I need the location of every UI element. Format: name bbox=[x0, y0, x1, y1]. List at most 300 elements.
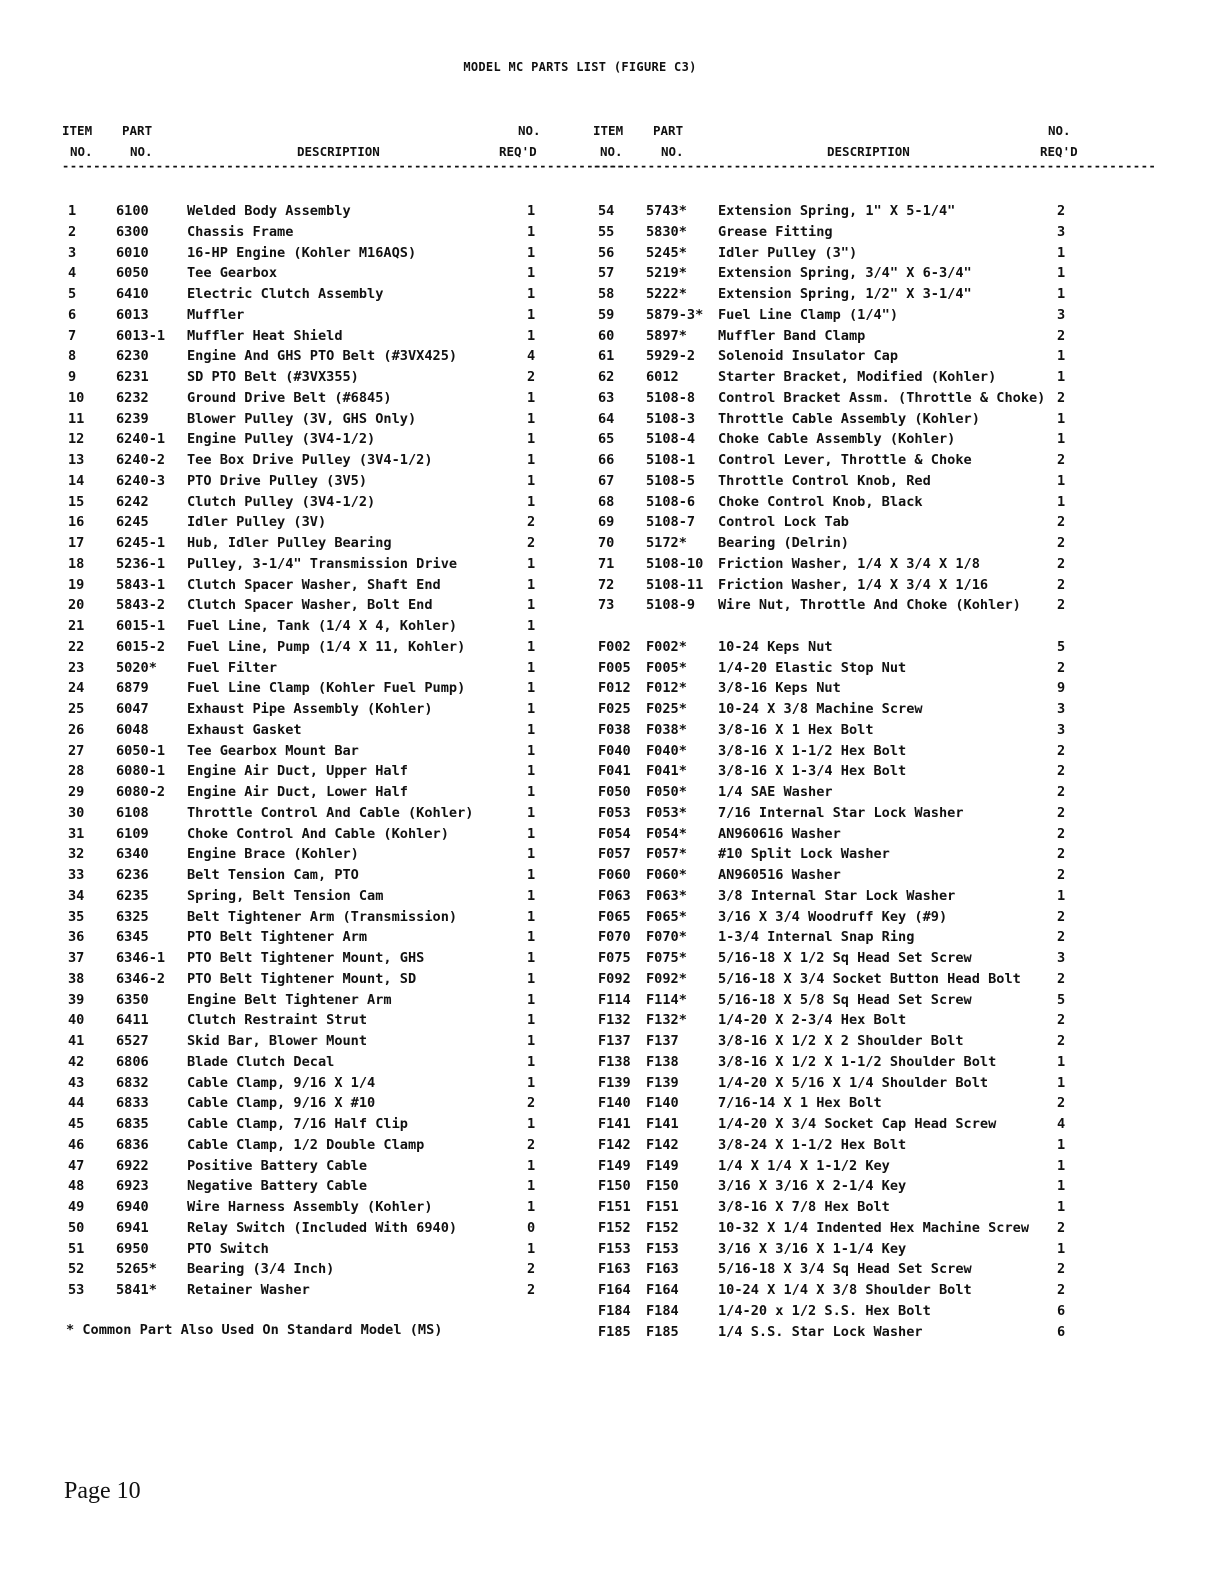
quantity-required: 2 bbox=[527, 1261, 536, 1278]
item-number: 57 bbox=[598, 265, 615, 282]
part-number: 5897* bbox=[646, 327, 687, 344]
part-description: AN960616 Washer bbox=[718, 825, 841, 842]
quantity-required: 1 bbox=[1057, 1136, 1066, 1153]
quantity-required: 1 bbox=[1057, 887, 1066, 904]
item-number: 70 bbox=[598, 535, 615, 551]
part-number: 6832 bbox=[116, 1074, 149, 1091]
table-row bbox=[0, 1052, 1225, 1073]
part-number: 6242 bbox=[116, 493, 149, 510]
quantity-required: 1 bbox=[527, 638, 536, 655]
part-description: Pulley, 3-1/4" Transmission Drive bbox=[187, 555, 458, 572]
quantity-required: 1 bbox=[527, 1157, 536, 1174]
part-description: Solenoid Insulator Cap bbox=[718, 348, 899, 365]
part-number: F075* bbox=[646, 950, 687, 966]
part-description: 7/16-14 X 1 Hex Bolt bbox=[718, 1095, 882, 1112]
part-description: Skid Bar, Blower Mount bbox=[187, 1033, 368, 1049]
quantity-required: 3 bbox=[1057, 721, 1066, 738]
item-number: F075 bbox=[598, 950, 631, 966]
item-number: 41 bbox=[68, 1033, 85, 1049]
part-number: 5236-1 bbox=[116, 555, 166, 572]
item-number: 27 bbox=[68, 742, 85, 759]
part-number: 6050 bbox=[116, 265, 149, 282]
part-number: 5245* bbox=[646, 244, 687, 261]
part-description: 10-24 Keps Nut bbox=[718, 638, 833, 655]
item-number: 64 bbox=[598, 410, 615, 427]
item-number: 34 bbox=[68, 887, 85, 904]
quantity-required: 1 bbox=[1057, 1157, 1066, 1174]
item-number: 69 bbox=[598, 514, 615, 531]
part-description: Ground Drive Belt (#6845) bbox=[187, 389, 392, 406]
table-row bbox=[0, 1093, 1225, 1114]
part-number: F065* bbox=[646, 908, 687, 925]
part-description: Exhaust Pipe Assembly (Kohler) bbox=[187, 701, 433, 717]
part-description: 10-32 X 1/4 Indented Hex Machine Screw bbox=[718, 1219, 1029, 1236]
quantity-required: 1 bbox=[527, 721, 536, 738]
part-number: 6836 bbox=[116, 1136, 149, 1153]
part-description: Throttle Control And Cable (Kohler) bbox=[187, 804, 474, 821]
part-description: Cable Clamp, 1/2 Double Clamp bbox=[187, 1136, 425, 1153]
description-header: DESCRIPTION bbox=[827, 144, 910, 159]
part-number: 6015-1 bbox=[116, 618, 166, 634]
part-number: 6350 bbox=[116, 991, 149, 1008]
quantity-required: 4 bbox=[1057, 1116, 1066, 1132]
item-number: F038 bbox=[598, 721, 631, 738]
item-number: 35 bbox=[68, 908, 85, 925]
part-number: 5108-10 bbox=[646, 555, 704, 572]
quantity-required: 2 bbox=[1057, 203, 1066, 219]
part-description: Friction Washer, 1/4 X 3/4 X 1/8 bbox=[718, 555, 980, 572]
right-parts-table bbox=[0, 201, 1225, 1342]
part-number: F063* bbox=[646, 887, 687, 904]
item-number: 7 bbox=[68, 327, 77, 344]
part-number: 5108-11 bbox=[646, 576, 704, 593]
table-row bbox=[0, 1197, 1225, 1218]
table-row bbox=[0, 1218, 1225, 1239]
part-description: Fuel Line Clamp (1/4") bbox=[718, 306, 899, 323]
part-number: 6833 bbox=[116, 1095, 149, 1112]
quantity-required: 1 bbox=[527, 410, 536, 427]
item-number: F050 bbox=[598, 784, 631, 800]
part-description: Wire Nut, Throttle And Choke (Kohler) bbox=[718, 597, 1021, 614]
quantity-required: 1 bbox=[1057, 1178, 1066, 1195]
part-number: 6048 bbox=[116, 721, 149, 738]
item-number: 50 bbox=[68, 1219, 85, 1236]
quantity-required: 2 bbox=[527, 369, 536, 385]
part-number: 5172* bbox=[646, 535, 687, 551]
item-number: 3 bbox=[68, 244, 77, 261]
table-row bbox=[0, 782, 1225, 803]
item-number: 25 bbox=[68, 701, 85, 717]
quantity-required: 1 bbox=[527, 327, 536, 344]
quantity-required: 3 bbox=[1057, 701, 1066, 717]
part-description: Clutch Spacer Washer, Shaft End bbox=[187, 576, 441, 593]
item-number: F040 bbox=[598, 742, 631, 759]
quantity-required: 2 bbox=[1057, 970, 1066, 987]
part-number: 6346-1 bbox=[116, 950, 166, 966]
part-number: 6015-2 bbox=[116, 638, 166, 655]
quantity-required: 1 bbox=[527, 701, 536, 717]
quantity-required: 5 bbox=[1057, 991, 1066, 1008]
part-description: Belt Tightener Arm (Transmission) bbox=[187, 908, 458, 925]
quantity-required: 1 bbox=[527, 887, 536, 904]
part-number: 6231 bbox=[116, 369, 149, 385]
item-number: F151 bbox=[598, 1199, 631, 1215]
part-description: 5/16-18 X 5/8 Sq Head Set Screw bbox=[718, 991, 972, 1008]
part-description: Retainer Washer bbox=[187, 1282, 310, 1298]
part-description: 10-24 X 1/4 X 3/8 Shoulder Bolt bbox=[718, 1282, 972, 1298]
part-number: F005* bbox=[646, 659, 687, 676]
item-number: F054 bbox=[598, 825, 631, 842]
part-number: F151 bbox=[646, 1199, 679, 1215]
quantity-required: 1 bbox=[527, 763, 536, 780]
part-number: 5222* bbox=[646, 286, 687, 302]
quantity-required: 1 bbox=[1057, 348, 1066, 365]
quantity-required: 1 bbox=[1057, 1053, 1066, 1070]
quantity-required: 1 bbox=[527, 286, 536, 302]
table-row bbox=[0, 595, 1225, 616]
table-row bbox=[0, 803, 1225, 824]
table-row bbox=[0, 409, 1225, 430]
part-description: Idler Pulley (3") bbox=[718, 244, 858, 261]
item-number: 46 bbox=[68, 1136, 85, 1153]
item-number: 22 bbox=[68, 638, 85, 655]
part-description: 7/16 Internal Star Lock Washer bbox=[718, 804, 964, 821]
quantity-required: 2 bbox=[1057, 452, 1066, 468]
item-number: 59 bbox=[598, 306, 615, 323]
part-description: 3/8-16 X 7/8 Hex Bolt bbox=[718, 1199, 890, 1215]
part-description: Engine Air Duct, Lower Half bbox=[187, 784, 408, 800]
part-number: 6879 bbox=[116, 680, 149, 697]
part-description: 1/4 S.S. Star Lock Washer bbox=[718, 1323, 923, 1340]
item-no-header: NO. bbox=[600, 144, 623, 159]
item-number: 18 bbox=[68, 555, 85, 572]
part-number: F185 bbox=[646, 1323, 679, 1340]
table-row bbox=[0, 969, 1225, 990]
quantity-required: 1 bbox=[1057, 410, 1066, 427]
part-description: 3/8-16 X 1-3/4 Hex Bolt bbox=[718, 763, 907, 780]
quantity-required: 6 bbox=[1057, 1302, 1066, 1319]
part-number: 6236 bbox=[116, 867, 149, 883]
quantity-required: 2 bbox=[1057, 659, 1066, 676]
quantity-required: 2 bbox=[527, 1136, 536, 1153]
item-number: 68 bbox=[598, 493, 615, 510]
part-description: Extension Spring, 1" X 5-1/4" bbox=[718, 203, 956, 219]
part-description: Cable Clamp, 7/16 Half Clip bbox=[187, 1116, 408, 1132]
table-row bbox=[0, 284, 1225, 305]
item-number: F140 bbox=[598, 1095, 631, 1112]
item-number: F063 bbox=[598, 887, 631, 904]
part-number: F142 bbox=[646, 1136, 679, 1153]
item-number: 28 bbox=[68, 763, 85, 780]
table-row bbox=[0, 367, 1225, 388]
part-description: Choke Control And Cable (Kohler) bbox=[187, 825, 449, 842]
table-row bbox=[0, 907, 1225, 928]
part-number: 5843-1 bbox=[116, 576, 166, 593]
part-description: Engine Air Duct, Upper Half bbox=[187, 763, 408, 780]
part-description: Tee Box Drive Pulley (3V4-1/2) bbox=[187, 452, 433, 468]
quantity-required: 1 bbox=[527, 1074, 536, 1091]
part-description: Fuel Line, Pump (1/4 X 11, Kohler) bbox=[187, 638, 466, 655]
part-number: F057* bbox=[646, 846, 687, 863]
item-number: F025 bbox=[598, 701, 631, 717]
item-number: 48 bbox=[68, 1178, 85, 1195]
item-number: F142 bbox=[598, 1136, 631, 1153]
table-row bbox=[0, 1239, 1225, 1260]
part-number: 6013-1 bbox=[116, 327, 166, 344]
quantity-required: 2 bbox=[1057, 1219, 1066, 1236]
page-number: Page 10 bbox=[64, 1478, 141, 1504]
part-description: Choke Cable Assembly (Kohler) bbox=[718, 431, 956, 448]
part-description: Belt Tension Cam, PTO bbox=[187, 867, 359, 883]
quantity-required: 2 bbox=[1057, 389, 1066, 406]
quantity-required: 2 bbox=[1057, 555, 1066, 572]
table-row bbox=[0, 533, 1225, 554]
part-number: 6240-2 bbox=[116, 452, 166, 468]
part-description: Clutch Restraint Strut bbox=[187, 1012, 368, 1029]
part-number: 5743* bbox=[646, 203, 687, 219]
quantity-required: 1 bbox=[527, 950, 536, 966]
item-number: 51 bbox=[68, 1240, 85, 1257]
part-description: Relay Switch (Included With 6940) bbox=[187, 1219, 458, 1236]
table-row bbox=[0, 824, 1225, 845]
quantity-required: 1 bbox=[527, 784, 536, 800]
part-number: 6047 bbox=[116, 701, 149, 717]
part-number: 6527 bbox=[116, 1033, 149, 1049]
part-number: F053* bbox=[646, 804, 687, 821]
table-row bbox=[0, 388, 1225, 409]
part-description: 1/4 SAE Washer bbox=[718, 784, 833, 800]
part-description: 3/8-16 X 1 Hex Bolt bbox=[718, 721, 874, 738]
part-number: 6340 bbox=[116, 846, 149, 863]
quantity-required: 1 bbox=[527, 203, 536, 219]
part-number: F184 bbox=[646, 1302, 679, 1319]
part-number: F025* bbox=[646, 701, 687, 717]
quantity-required: 1 bbox=[1057, 431, 1066, 448]
quantity-required: 1 bbox=[527, 908, 536, 925]
part-description: Fuel Filter bbox=[187, 659, 278, 676]
part-description: PTO Belt Tightener Mount, GHS bbox=[187, 950, 425, 966]
part-number: 5841* bbox=[116, 1282, 157, 1298]
part-header: PART bbox=[122, 123, 153, 138]
quantity-required: 1 bbox=[527, 846, 536, 863]
part-number: 6239 bbox=[116, 410, 149, 427]
part-number: F054* bbox=[646, 825, 687, 842]
quantity-required: 1 bbox=[527, 597, 536, 614]
item-number: 71 bbox=[598, 555, 615, 572]
part-description: 1/4 X 1/4 X 1-1/2 Key bbox=[718, 1157, 890, 1174]
part-description: Control Lock Tab bbox=[718, 514, 849, 531]
part-number: 6080-2 bbox=[116, 784, 166, 800]
part-number: 6235 bbox=[116, 887, 149, 904]
part-description: Friction Washer, 1/4 X 3/4 X 1/16 bbox=[718, 576, 989, 593]
part-number: 6240-3 bbox=[116, 472, 166, 489]
part-description: 3/8-16 Keps Nut bbox=[718, 680, 841, 697]
part-description: Welded Body Assembly bbox=[187, 203, 351, 219]
table-row bbox=[0, 948, 1225, 969]
table-row bbox=[0, 471, 1225, 492]
table-row bbox=[0, 1031, 1225, 1052]
item-header: ITEM bbox=[62, 123, 93, 138]
qty-header: NO. bbox=[518, 123, 541, 138]
quantity-required: 1 bbox=[527, 1199, 536, 1215]
table-row bbox=[0, 554, 1225, 575]
item-number: 32 bbox=[68, 846, 85, 863]
item-number: 6 bbox=[68, 306, 77, 323]
item-number: 62 bbox=[598, 369, 615, 385]
table-row bbox=[0, 1010, 1225, 1031]
table-row bbox=[0, 263, 1225, 284]
quantity-required: 1 bbox=[527, 265, 536, 282]
part-description: Extension Spring, 3/4" X 6-3/4" bbox=[718, 265, 972, 282]
table-row bbox=[0, 222, 1225, 243]
table-row bbox=[0, 492, 1225, 513]
quantity-required: 3 bbox=[1057, 950, 1066, 966]
quantity-required: 2 bbox=[1057, 1261, 1066, 1278]
quantity-required: 2 bbox=[1057, 514, 1066, 531]
part-number: 6346-2 bbox=[116, 970, 166, 987]
item-number: F150 bbox=[598, 1178, 631, 1195]
item-number: F114 bbox=[598, 991, 631, 1008]
item-number: 72 bbox=[598, 576, 615, 593]
quantity-required: 4 bbox=[527, 348, 536, 365]
item-number: 26 bbox=[68, 721, 85, 738]
part-number: 6245 bbox=[116, 514, 149, 531]
part-number: 6100 bbox=[116, 203, 149, 219]
item-number: 60 bbox=[598, 327, 615, 344]
table-row bbox=[0, 1259, 1225, 1280]
item-number: 19 bbox=[68, 576, 85, 593]
part-description: Idler Pulley (3V) bbox=[187, 514, 327, 531]
item-number: 67 bbox=[598, 472, 615, 489]
part-number: 6013 bbox=[116, 306, 149, 323]
description-header: DESCRIPTION bbox=[297, 144, 380, 159]
part-description: Clutch Pulley (3V4-1/2) bbox=[187, 493, 376, 510]
part-number: F132* bbox=[646, 1012, 687, 1029]
part-number: 6950 bbox=[116, 1240, 149, 1257]
item-number: 20 bbox=[68, 597, 85, 614]
item-number: 44 bbox=[68, 1095, 85, 1112]
quantity-required: 1 bbox=[1057, 244, 1066, 261]
item-header: ITEM bbox=[593, 123, 624, 138]
quantity-required: 2 bbox=[527, 535, 536, 551]
item-number: 24 bbox=[68, 680, 85, 697]
part-number: F153 bbox=[646, 1240, 679, 1257]
item-number: F141 bbox=[598, 1116, 631, 1132]
item-number: F138 bbox=[598, 1053, 631, 1070]
item-number: F163 bbox=[598, 1261, 631, 1278]
item-number: F149 bbox=[598, 1157, 631, 1174]
quantity-required: 1 bbox=[527, 223, 536, 240]
quantity-required: 2 bbox=[1057, 908, 1066, 925]
part-description: Fuel Line Clamp (Kohler Fuel Pump) bbox=[187, 680, 466, 697]
part-description: Hub, Idler Pulley Bearing bbox=[187, 535, 392, 551]
quantity-required: 9 bbox=[1057, 680, 1066, 697]
part-description: SD PTO Belt (#3VX355) bbox=[187, 369, 359, 385]
part-number: 5108-7 bbox=[646, 514, 696, 531]
item-number: F060 bbox=[598, 867, 631, 883]
quantity-required: 1 bbox=[527, 742, 536, 759]
quantity-required: 1 bbox=[527, 472, 536, 489]
quantity-required: 1 bbox=[527, 991, 536, 1008]
item-number: F012 bbox=[598, 680, 631, 697]
quantity-required: 1 bbox=[527, 576, 536, 593]
quantity-required: 1 bbox=[1057, 1240, 1066, 1257]
part-number: 6012 bbox=[646, 369, 679, 385]
part-number: F149 bbox=[646, 1157, 679, 1174]
quantity-required: 1 bbox=[527, 452, 536, 468]
table-row bbox=[0, 1280, 1225, 1301]
item-number: F152 bbox=[598, 1219, 631, 1236]
quantity-required: 6 bbox=[1057, 1323, 1066, 1340]
quantity-required: 1 bbox=[527, 929, 536, 946]
part-number: 6108 bbox=[116, 804, 149, 821]
part-description: Throttle Control Knob, Red bbox=[718, 472, 931, 489]
part-number: 6109 bbox=[116, 825, 149, 842]
quantity-required: 1 bbox=[527, 1033, 536, 1049]
quantity-required: 2 bbox=[1057, 535, 1066, 551]
part-description: PTO Belt Tightener Mount, SD bbox=[187, 970, 417, 987]
quantity-required: 2 bbox=[1057, 742, 1066, 759]
quantity-required: 1 bbox=[527, 389, 536, 406]
quantity-required: 3 bbox=[1057, 223, 1066, 240]
item-number: F002 bbox=[598, 638, 631, 655]
item-number: 23 bbox=[68, 659, 85, 676]
quantity-required: 1 bbox=[527, 804, 536, 821]
table-row bbox=[0, 844, 1225, 865]
part-number: 6923 bbox=[116, 1178, 149, 1195]
part-number: 6941 bbox=[116, 1219, 149, 1236]
item-number: 66 bbox=[598, 452, 615, 468]
part-header: PART bbox=[653, 123, 684, 138]
part-number: F114* bbox=[646, 991, 687, 1008]
item-number: 37 bbox=[68, 950, 85, 966]
part-description: Tee Gearbox bbox=[187, 265, 278, 282]
quantity-required: 2 bbox=[1057, 784, 1066, 800]
item-number: F184 bbox=[598, 1302, 631, 1319]
quantity-required: 2 bbox=[1057, 825, 1066, 842]
part-number: 5108-4 bbox=[646, 431, 696, 448]
part-description: 1/4-20 x 1/2 S.S. Hex Bolt bbox=[718, 1302, 931, 1319]
quantity-required: 1 bbox=[1057, 472, 1066, 489]
part-number: F152 bbox=[646, 1219, 679, 1236]
quantity-required: 0 bbox=[527, 1219, 536, 1236]
part-number: 6410 bbox=[116, 286, 149, 302]
part-number: 6411 bbox=[116, 1012, 149, 1029]
table-row bbox=[0, 1073, 1225, 1094]
table-row bbox=[0, 1301, 1225, 1322]
item-number: 15 bbox=[68, 493, 85, 510]
item-number: F005 bbox=[598, 659, 631, 676]
part-description: Cable Clamp, 9/16 X #10 bbox=[187, 1095, 376, 1112]
quantity-required: 1 bbox=[527, 867, 536, 883]
row-spacer bbox=[0, 616, 1225, 637]
item-number: F139 bbox=[598, 1074, 631, 1091]
quantity-required: 1 bbox=[527, 431, 536, 448]
quantity-required: 2 bbox=[1057, 763, 1066, 780]
part-description: Spring, Belt Tension Cam bbox=[187, 887, 384, 904]
table-row bbox=[0, 678, 1225, 699]
part-description: Choke Control Knob, Black bbox=[718, 493, 923, 510]
part-description: AN960516 Washer bbox=[718, 867, 841, 883]
item-number: 10 bbox=[68, 389, 85, 406]
table-row bbox=[0, 1156, 1225, 1177]
part-no-header: NO. bbox=[130, 144, 153, 159]
quantity-required: 1 bbox=[527, 1116, 536, 1132]
table-row bbox=[0, 886, 1225, 907]
quantity-required: 2 bbox=[1057, 1033, 1066, 1049]
table-row bbox=[0, 243, 1225, 264]
part-number: 6300 bbox=[116, 223, 149, 240]
